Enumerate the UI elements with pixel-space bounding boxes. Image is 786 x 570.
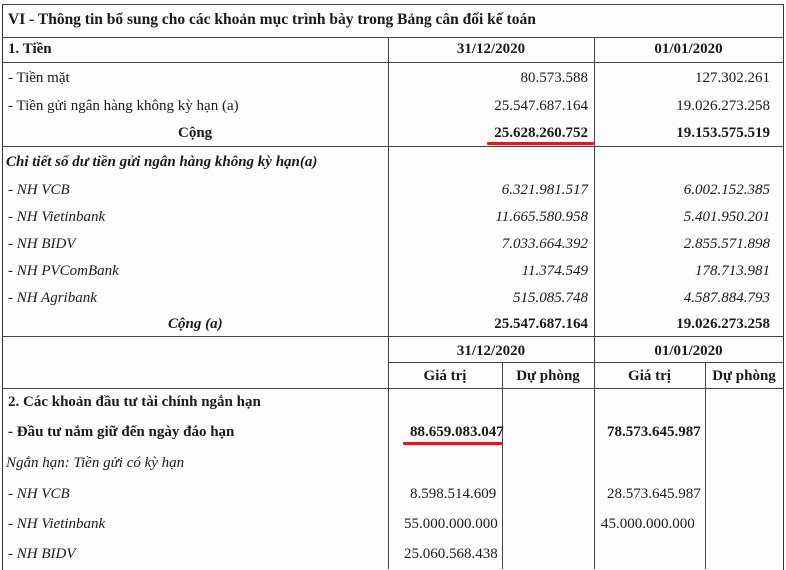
deposit-row-label: - NH Vietinbank	[8, 516, 106, 532]
subheader-provision: Dự phòng	[712, 368, 776, 384]
detail-row-label: - NH PVComBank	[8, 263, 119, 279]
detail-row-label: - NH Vietinbank	[8, 209, 106, 225]
rule	[2, 62, 783, 63]
red-highlight-underline	[403, 442, 502, 445]
row-label: - Tiền mặt	[8, 70, 70, 86]
detail-row-value: 515.085.748	[513, 290, 588, 306]
deposit-row-value: 8.598.514.609	[410, 486, 497, 502]
total-label: Cộng	[178, 125, 213, 141]
held-to-maturity-value: 88.659.083.047	[410, 424, 504, 440]
red-highlight-underline	[487, 142, 594, 145]
detail-total-value: 19.026.273.258	[676, 316, 770, 332]
detail-row-value: 4.587.884.793	[683, 290, 770, 306]
section-title: VI - Thông tin bổ sung cho các khoản mục trình bày trong Bảng cân đối kế toán	[8, 11, 536, 28]
detail-row-label: - NH Agribank	[8, 290, 97, 306]
deposit-row-value: 45.000.000.000	[601, 516, 695, 532]
subheader-value: Giá trị	[628, 368, 671, 384]
detail-row-label: - NH BIDV	[8, 236, 76, 252]
deposit-row-value: 28.573.645.987	[607, 486, 701, 502]
detail-heading: Chi tiết số dư tiền gửi ngân hàng không kỳ hạn(a)	[6, 154, 318, 170]
rule	[2, 336, 783, 337]
rule	[2, 146, 783, 147]
detail-row-value: 5.401.950.201	[683, 209, 770, 225]
detail-row-label: - NH VCB	[8, 182, 70, 198]
deposit-row-value: 55.000.000.000	[404, 516, 498, 532]
section-1-heading: 1. Tiền	[8, 41, 52, 57]
col-header-01-01-2020: 01/01/2020	[654, 41, 723, 57]
rule	[2, 388, 783, 389]
row-value: 127.302.261	[695, 70, 770, 86]
col-divider	[502, 362, 503, 569]
deposit-row-label: - NH VCB	[8, 486, 70, 502]
detail-row-value: 178.713.981	[695, 263, 770, 279]
row-label: - Tiền gửi ngân hàng không kỳ hạn (a)	[8, 98, 239, 114]
detail-row-value: 11.374.549	[521, 263, 588, 279]
rule	[388, 362, 783, 363]
col-divider	[705, 362, 706, 569]
row-value: 19.026.273.258	[676, 98, 770, 114]
row-value: 80.573.588	[520, 70, 588, 86]
subheader-value: Giá trị	[423, 368, 467, 384]
total-value: 25.628.260.752	[494, 125, 588, 141]
detail-row-value: 7.033.664.392	[501, 236, 588, 252]
deposit-row-label: - NH BIDV	[8, 546, 76, 562]
detail-total-value: 25.547.687.164	[494, 316, 588, 332]
short-term-heading: Ngắn hạn: Tiền gửi có kỳ hạn	[6, 455, 185, 471]
held-to-maturity-value: 78.573.645.987	[607, 424, 701, 440]
detail-row-value: 6.321.981.517	[501, 182, 588, 198]
col-header-01-01-2020: 01/01/2020	[654, 343, 723, 359]
detail-row-value: 2.855.571.898	[683, 236, 770, 252]
subheader-provision: Dự phòng	[516, 368, 580, 384]
detail-row-value: 11.665.580.958	[495, 209, 588, 225]
section-2-heading: 2. Các khoản đầu tư tài chính ngắn hạn	[8, 394, 261, 410]
held-to-maturity-label: - Đầu tư nắm giữ đến ngày đáo hạn	[8, 424, 235, 440]
rule	[2, 37, 783, 38]
detail-row-value: 6.002.152.385	[683, 182, 770, 198]
rule-top	[2, 4, 783, 5]
col-header-31-12-2020: 31/12/2020	[456, 41, 526, 57]
detail-total-label: Cộng (a)	[168, 316, 223, 332]
row-value: 25.547.687.164	[494, 98, 588, 114]
deposit-row-value: 25.060.568.438	[404, 546, 498, 562]
col-header-31-12-2020: 31/12/2020	[456, 343, 526, 359]
total-value: 19.153.575.519	[676, 125, 770, 141]
